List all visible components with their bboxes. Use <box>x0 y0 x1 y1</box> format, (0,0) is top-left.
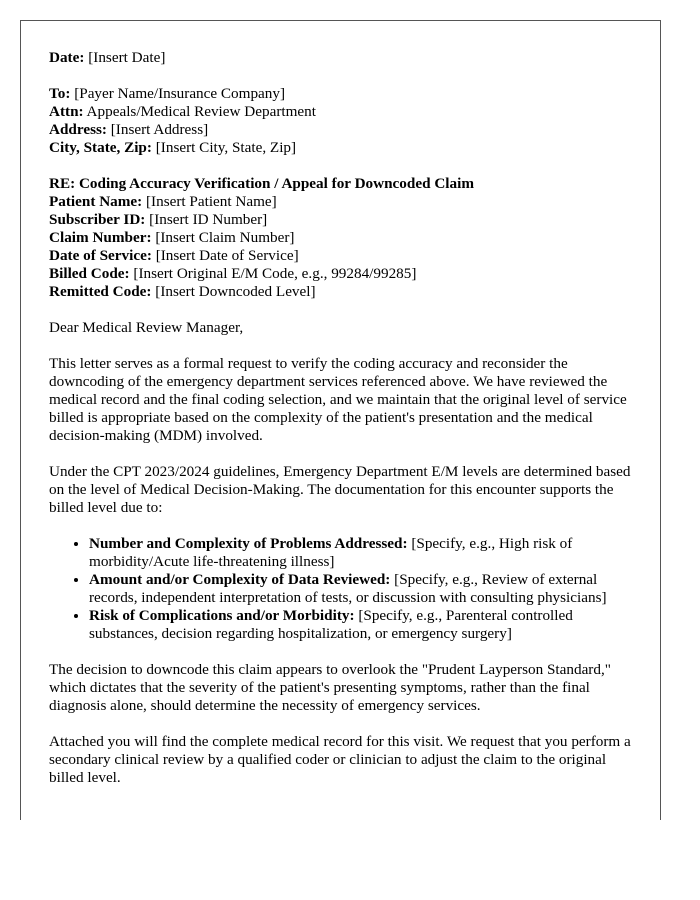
city-label: City, State, Zip: <box>49 139 152 156</box>
subscriber-line <box>49 211 632 229</box>
bullet-label: Number and Complexity of Problems Addressed: <box>89 535 408 552</box>
patient-value: [Insert Patient Name] <box>142 193 277 210</box>
date-block <box>49 49 632 67</box>
address-line <box>49 121 632 139</box>
remitted-value: [Insert Downcoded Level] <box>151 283 316 300</box>
claim-line <box>49 229 632 247</box>
billed-line <box>49 265 632 283</box>
date-value: [Insert Date] <box>84 49 166 66</box>
attn-label: Attn: <box>49 103 84 120</box>
paragraph-4: Attached you will find the complete medical record for this visit. We request that you perform a secondary clinical review by a qualified coder or clinician to adjust the claim to the original billed level. <box>49 733 631 786</box>
remitted-line <box>49 283 632 301</box>
list-item <box>89 607 632 643</box>
attn-value: Appeals/Medical Review Department <box>83 103 316 120</box>
re-subject-text: RE: Coding Accuracy Verification / Appeal for Downcoded Claim <box>49 175 474 192</box>
city-line <box>49 139 632 157</box>
bullet-text: [Specify, e.g., Review of external records, independent interpretation of tests, or discussion with consulting physicians] <box>89 571 607 606</box>
attn-line <box>49 103 632 121</box>
remitted-label: Remitted Code: <box>49 283 152 300</box>
re-subject <box>49 175 632 193</box>
patient-label: Patient Name: <box>49 193 143 210</box>
dos-line <box>49 247 632 265</box>
address-value: [Insert Address] <box>106 121 209 138</box>
subscriber-label: Subscriber ID: <box>49 211 146 228</box>
letter-page <box>20 20 661 820</box>
city-value: [Insert City, State, Zip] <box>151 139 297 156</box>
billed-label: Billed Code: <box>49 265 130 282</box>
paragraph-2: Under the CPT 2023/2024 guidelines, Emergency Department E/M levels are determined based on the level of Medical Decision-Making. The documentation for this encounter supports the billed level due to: <box>49 463 631 516</box>
claim-value: [Insert Claim Number] <box>151 229 295 246</box>
billed-value: [Insert Original E/M Code, e.g., 99284/99285] <box>129 265 417 282</box>
address-label: Address: <box>49 121 107 138</box>
to-value: [Payer Name/Insurance Company] <box>70 85 286 102</box>
list-item <box>89 571 632 607</box>
to-line <box>49 85 632 103</box>
bullet-text: [Specify, e.g., Parenteral controlled substances, decision regarding hospitalization, or emergency surgery] <box>89 607 573 642</box>
patient-line <box>49 193 632 211</box>
mdm-bullet-list <box>49 535 632 643</box>
paragraph-3: The decision to downcode this claim appears to overlook the "Prudent Layperson Standard," which dictates that the severity of the patient's presenting symptoms, rather than the final diagnosis alone, should determine the necessity of emergency services. <box>49 661 611 714</box>
bullet-label: Amount and/or Complexity of Data Reviewed: <box>89 571 391 588</box>
date-line <box>49 49 632 67</box>
paragraph-1: This letter serves as a formal request to verify the coding accuracy and reconsider the downcoding of the emergency department services referenced above. We have reviewed the medical record and the final coding selection, and we maintain that the original level of service billed is appropriate based on the complexity of the patient's presentation and the medical decision-making (MDM) involved. <box>49 355 627 444</box>
dos-label: Date of Service: <box>49 247 152 264</box>
dos-value: [Insert Date of Service] <box>151 247 299 264</box>
to-label: To: <box>49 85 71 102</box>
re-block <box>49 175 632 301</box>
salutation: Dear Medical Review Manager, <box>49 319 244 336</box>
claim-label: Claim Number: <box>49 229 152 246</box>
date-label: Date: <box>49 49 85 66</box>
bullet-label: Risk of Complications and/or Morbidity: <box>89 607 355 624</box>
recipient-block <box>49 85 632 157</box>
list-item <box>89 535 632 571</box>
subscriber-value: [Insert ID Number] <box>145 211 268 228</box>
bullet-text: [Specify, e.g., High risk of morbidity/Acute life-threatening illness] <box>89 535 573 570</box>
